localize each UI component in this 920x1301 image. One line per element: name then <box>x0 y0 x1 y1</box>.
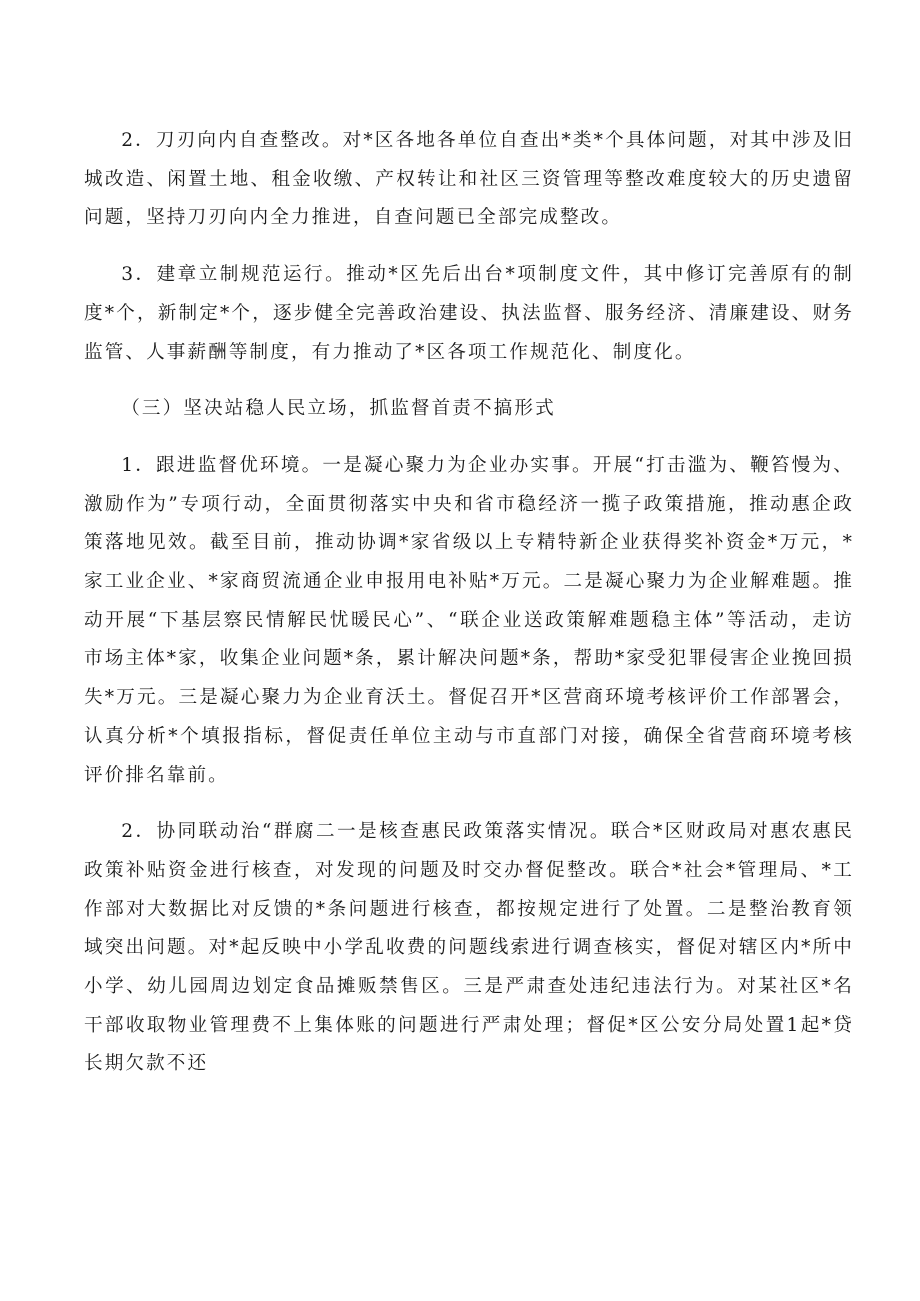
section-heading-people-stance: （三）坚决站稳人民立场，抓监督首责不搞形式 <box>121 398 556 420</box>
paragraph-joint-governance: 2．协同联动治“群腐二一是核查惠民政策落实情况。联合*区财政局对惠农惠民政策补贴资金进行核查，对发现的问题及时交办督促整改。联合*社会*管理局、*工作部对大数据比对反馈的*条问题进行核查，都按规定进行了处置。二是整治教育领域突出问题。对*起反映中小学乱收费的问题线索进行调查核实，督促对辖区内*所中小学、幼儿园周边划定食品摊贩禁售区。三是严肃查处违纪违法行为。对某社区*名干部收取物业管理费不上集体账的问题进行严肃处理；督促*区公安分局处置1起*贷长期欠款不还 <box>84 821 854 1075</box>
paragraph-institution-building: 3．建章立制规范运行。推动*区先后出台*项制度文件，其中修订完善原有的制度*个，新制定*个，逐步健全完善政治建设、执法监督、服务经济、清廉建设、财务监管、人事薪酬等制度，有力推动了*区各项工作规范化、制度化。 <box>84 264 854 363</box>
paragraph-self-inspection: 2．刀刃向内自查整改。对*区各地各单位自查出*类*个具体问题，对其中涉及旧城改造、闲置土地、租金收缴、产权转让和社区三资管理等整改难度较大的历史遗留问题，坚持刀刃向内全力推进，自查问题已全部完成整改。 <box>84 130 854 229</box>
paragraph-environment-supervision: 1．跟进监督优环境。一是凝心聚力为企业办实事。开展“打击滥为、鞭笞慢为、激励作为”专项行动，全面贯彻落实中央和省市稳经济一揽子政策措施，推动惠企政策落地见效。截至目前，推动协调*家省级以上专精特新企业获得奖补资金*万元，*家工业企业、*家商贸流通企业申报用电补贴*万元。二是凝心聚力为企业解难题。推动开展“下基层察民情解民忧暖民心”、“联企业送政策解难题稳主体”等活动，走访市场主体*家，收集企业问题*条，累计解决问题*条，帮助*家受犯罪侵害企业挽回损失*万元。三是凝心聚力为企业育沃土。督促召开*区营商环境考核评价工作部署会，认真分析*个填报指标，督促责任单位主动与市直部门对接，确保全省营商环境考核评价排名靠前。 <box>84 454 854 786</box>
document-page <box>84 122 854 1084</box>
